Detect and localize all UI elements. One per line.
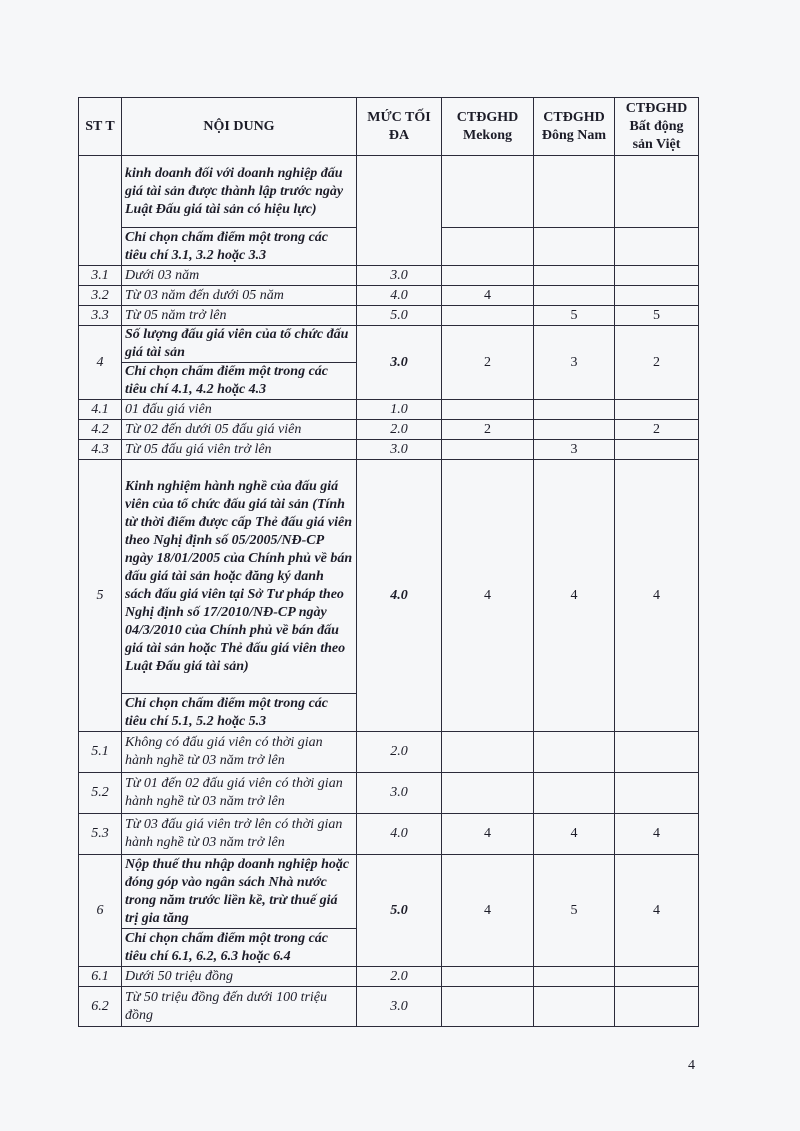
- cell-value: 3: [534, 326, 615, 400]
- cell-stt: 3.2: [79, 286, 122, 306]
- scoring-table: [78, 97, 699, 1027]
- cell-value: [615, 987, 699, 1027]
- cell-content: Kinh nghiệm hành nghề của đấu giá viên của tổ chức đấu giá tài sản (Tính từ thời điểm được cấp Thẻ đấu giá viên theo Nghị định số 05/2005/NĐ-CP ngày 18/01/2005 của Chính phủ về bán đấu giá tài sản hoặc đăng ký danh sách đấu giá viên tại Sở Tư pháp theo Nghị định số 17/2010/NĐ-CP ngày 04/3/2010 của Chính phủ về bán đấu giá tài sản hoặc Thẻ đấu giá viên theo Luật Đấu giá tài sản): [122, 460, 357, 694]
- header-col-mekong: CTĐGHD Mekong: [442, 98, 534, 156]
- cell-value: [615, 732, 699, 773]
- cell-stt: 6.1: [79, 967, 122, 987]
- cell-value: 2: [615, 420, 699, 440]
- cell-content: Chỉ chọn chấm điểm một trong các tiêu chí 5.1, 5.2 hoặc 5.3: [122, 694, 357, 732]
- table-row: [79, 814, 699, 855]
- cell-stt: 5.1: [79, 732, 122, 773]
- cell-value: 4: [615, 460, 699, 732]
- cell-value: 5: [534, 855, 615, 967]
- cell-content: Từ 05 năm trở lên: [122, 306, 357, 326]
- cell-value: 5: [534, 306, 615, 326]
- cell-value: [534, 286, 615, 306]
- cell-max: 5.0: [357, 306, 442, 326]
- cell-value: [615, 286, 699, 306]
- cell-value: [615, 228, 699, 266]
- cell-value: [534, 967, 615, 987]
- cell-content: Nộp thuế thu nhập doanh nghiệp hoặc đóng góp vào ngân sách Nhà nước trong năm trước liền kề, trừ thuế giá trị gia tăng: [122, 855, 357, 929]
- cell-max: [357, 156, 442, 266]
- cell-max: 3.0: [357, 266, 442, 286]
- table-row: [79, 156, 699, 228]
- cell-content: Từ 05 đấu giá viên trở lên: [122, 440, 357, 460]
- cell-value: [615, 440, 699, 460]
- header-col-bds-viet: CTĐGHD Bất động sản Việt: [615, 98, 699, 156]
- cell-value: 4: [534, 460, 615, 732]
- table-row: [79, 855, 699, 929]
- cell-stt: 6: [79, 855, 122, 967]
- table-row: [79, 773, 699, 814]
- table-row: [79, 420, 699, 440]
- table-row: [79, 286, 699, 306]
- table-row: [79, 266, 699, 286]
- cell-value: [615, 400, 699, 420]
- page-number: 4: [688, 1058, 695, 1073]
- table-row: [79, 460, 699, 694]
- cell-value: [615, 773, 699, 814]
- cell-stt: 4.1: [79, 400, 122, 420]
- cell-stt: 5.3: [79, 814, 122, 855]
- cell-content: Số lượng đấu giá viên của tổ chức đấu giá tài sản: [122, 326, 357, 363]
- cell-value: [534, 773, 615, 814]
- cell-content: Từ 02 đến dưới 05 đấu giá viên: [122, 420, 357, 440]
- cell-stt: 6.2: [79, 987, 122, 1027]
- cell-value: [442, 967, 534, 987]
- table-row: [79, 326, 699, 363]
- cell-max: 3.0: [357, 326, 442, 400]
- cell-value: 5: [615, 306, 699, 326]
- cell-value: [442, 400, 534, 420]
- cell-value: [442, 773, 534, 814]
- cell-value: [534, 732, 615, 773]
- table-row: [79, 306, 699, 326]
- table-row: [79, 967, 699, 987]
- header-muc-toi-da: MỨC TỐI ĐA: [357, 98, 442, 156]
- cell-value: [442, 306, 534, 326]
- cell-value: [534, 228, 615, 266]
- cell-stt: 3.3: [79, 306, 122, 326]
- table-row: [79, 440, 699, 460]
- cell-content: Từ 50 triệu đồng đến dưới 100 triệu đồng: [122, 987, 357, 1027]
- cell-max: 4.0: [357, 814, 442, 855]
- cell-stt: 5.2: [79, 773, 122, 814]
- cell-value: [442, 266, 534, 286]
- cell-content: Từ 01 đến 02 đấu giá viên có thời gian hành nghề từ 03 năm trở lên: [122, 773, 357, 814]
- table-row: [79, 987, 699, 1027]
- cell-stt: 4: [79, 326, 122, 400]
- cell-value: 4: [615, 814, 699, 855]
- cell-value: [615, 156, 699, 228]
- cell-max: 5.0: [357, 855, 442, 967]
- cell-content: Không có đấu giá viên có thời gian hành nghề từ 03 năm trở lên: [122, 732, 357, 773]
- cell-value: 2: [442, 326, 534, 400]
- cell-stt: 4.3: [79, 440, 122, 460]
- cell-value: [442, 987, 534, 1027]
- cell-content: Chỉ chọn chấm điểm một trong các tiêu chí 4.1, 4.2 hoặc 4.3: [122, 363, 357, 400]
- cell-value: [442, 156, 534, 228]
- cell-value: 4: [442, 460, 534, 732]
- header-stt: ST T: [79, 98, 122, 156]
- cell-value: 2: [615, 326, 699, 400]
- cell-content: Dưới 03 năm: [122, 266, 357, 286]
- cell-max: 1.0: [357, 400, 442, 420]
- header-noi-dung: NỘI DUNG: [122, 98, 357, 156]
- cell-max: 4.0: [357, 286, 442, 306]
- cell-value: [534, 400, 615, 420]
- cell-max: 3.0: [357, 987, 442, 1027]
- cell-max: 2.0: [357, 967, 442, 987]
- cell-value: [534, 266, 615, 286]
- cell-stt: 5: [79, 460, 122, 732]
- cell-content: Dưới 50 triệu đồng: [122, 967, 357, 987]
- cell-value: 4: [442, 855, 534, 967]
- cell-max: 3.0: [357, 773, 442, 814]
- cell-value: 3: [534, 440, 615, 460]
- table-row: [79, 400, 699, 420]
- cell-content: 01 đấu giá viên: [122, 400, 357, 420]
- cell-value: [534, 420, 615, 440]
- cell-max: 2.0: [357, 420, 442, 440]
- cell-content: Chỉ chọn chấm điểm một trong các tiêu chí 3.1, 3.2 hoặc 3.3: [122, 228, 357, 266]
- header-row: [79, 98, 699, 156]
- header-col-dong-nam: CTĐGHD Đông Nam: [534, 98, 615, 156]
- cell-value: [615, 266, 699, 286]
- cell-stt: [79, 156, 122, 266]
- cell-value: 2: [442, 420, 534, 440]
- cell-content: Từ 03 đấu giá viên trở lên có thời gian hành nghề từ 03 năm trở lên: [122, 814, 357, 855]
- cell-content: Từ 03 năm đến dưới 05 năm: [122, 286, 357, 306]
- cell-content: kinh doanh đối với doanh nghiệp đấu giá tài sản được thành lập trước ngày Luật Đấu giá tài sản có hiệu lực): [122, 156, 357, 228]
- cell-value: [534, 156, 615, 228]
- cell-value: [534, 987, 615, 1027]
- cell-value: 4: [615, 855, 699, 967]
- cell-value: 4: [442, 814, 534, 855]
- cell-value: [442, 732, 534, 773]
- table-row: [79, 732, 699, 773]
- cell-value: 4: [442, 286, 534, 306]
- cell-stt: 4.2: [79, 420, 122, 440]
- cell-value: [442, 228, 534, 266]
- cell-value: 4: [534, 814, 615, 855]
- cell-stt: 3.1: [79, 266, 122, 286]
- cell-max: 2.0: [357, 732, 442, 773]
- cell-max: 4.0: [357, 460, 442, 732]
- cell-max: 3.0: [357, 440, 442, 460]
- cell-content: Chỉ chọn chấm điểm một trong các tiêu chí 6.1, 6.2, 6.3 hoặc 6.4: [122, 929, 357, 967]
- cell-value: [615, 967, 699, 987]
- cell-value: [442, 440, 534, 460]
